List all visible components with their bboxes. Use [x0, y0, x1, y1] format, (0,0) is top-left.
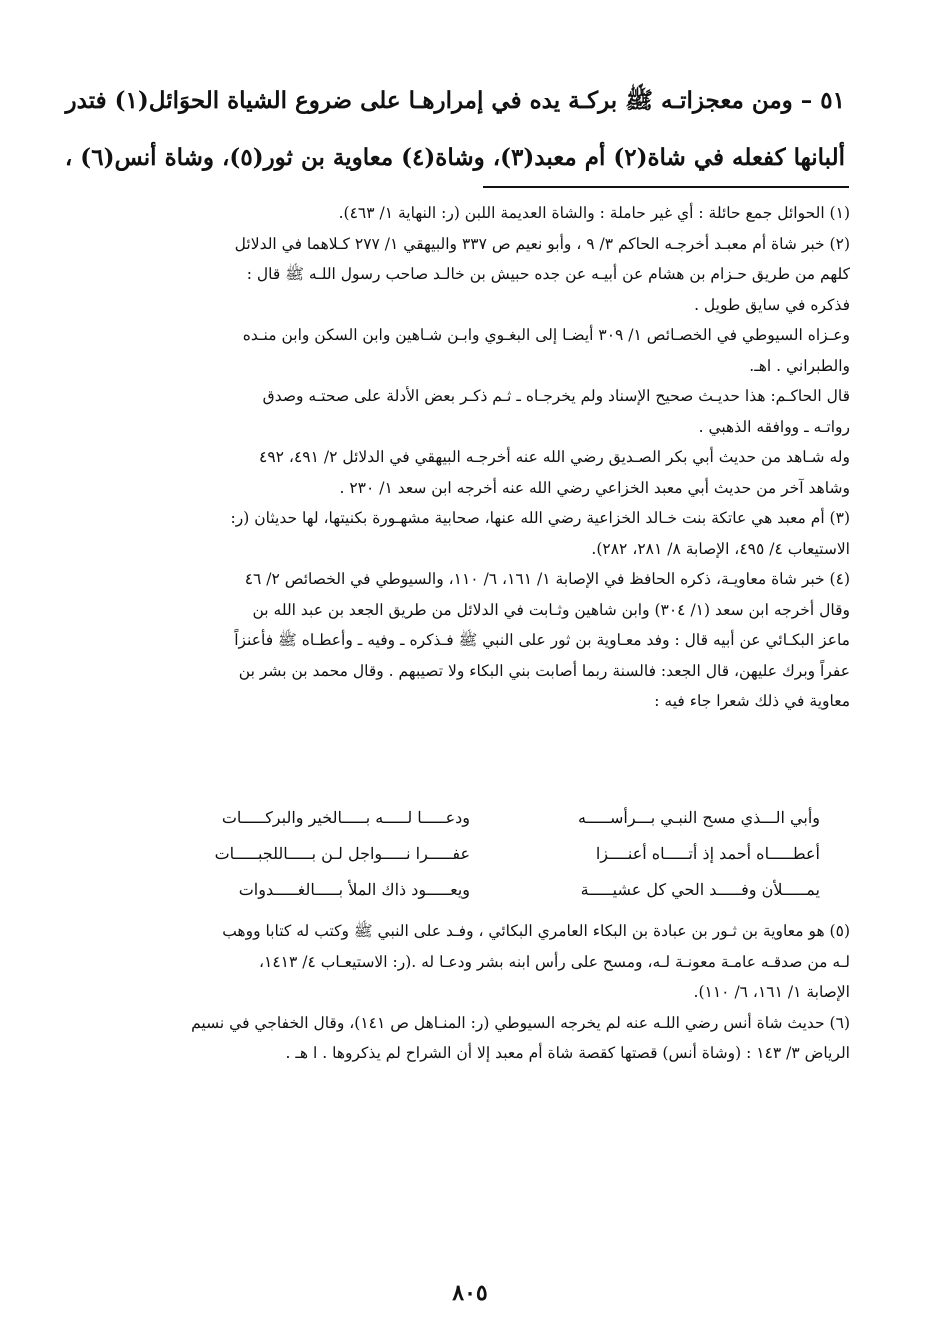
footnote-2-line: وله شـاهد من حديث أبي بكر الصـديق رضي الله عنه أخرجـه البيهقي في الدلائل ٢/ ٤٩١، ٤٩٢	[259, 448, 850, 466]
footnote-2-line: رواتـه ـ ووافقه الذهبي .	[698, 417, 850, 436]
footnote-4-line: عفراً وبرك عليهن، قال الجعد: فالسنة ربما أصابت بني البكاء ولا تصيبهم . وقال محمد بن بشر بن	[238, 661, 850, 680]
footnote-2-line: والطبراني . اهـ.	[749, 356, 850, 375]
footnote-2-line: وعـزاه السيوطي في الخصـائص ١/ ٣٠٩ أيضـا إلى البغـوي وابـن شـاهين وابن السكن وابن منـده	[242, 326, 850, 344]
poem-second-hemistich: ودعـــــا لـــــه بـــــالخير والبركـــــات	[221, 808, 470, 827]
poem-first-hemistich: وأبي الـــذي مسح النبـي بـــرأســـــه	[578, 808, 820, 827]
poem-block	[150, 800, 820, 908]
footnote-2-line: قال الحاكـم: هذا حديـث صحيح الإسناد ولم يخرجـاه ـ ثـم ذكـر بعض الأدلة على صحتـه وصدق	[262, 387, 850, 405]
footnote-4-line: ماعز البكـائي عن أبيه قال : وفد معـاوية بن ثور على النبي ﷺ فـذكره ـ وفيه ـ وأعطـاه ﷺ فأعنزاً	[234, 631, 850, 649]
poem-second-hemistich: عفـــــرا نـــــواجل لـن بـــــاللجبـــــات	[214, 844, 470, 863]
footnote-5-line: لـه من صدقـه عامـة معونـة لـه، ومسح على رأس ابنه بشر ودعـا له .(ر: الاستيعـاب ٤/ ١٤١٣،	[259, 952, 850, 971]
footnote-4-line: معاوية في ذلك شعرا جاء فيه :	[654, 692, 850, 710]
main-paragraph	[64, 72, 845, 186]
main-text-line: ألبانها كفعله في شاة(٢) أم معبد(٣)، وشاة(٤) معاوية بن ثور(٥)، وشاة أنس(٦) ،	[64, 144, 845, 171]
poem-first-hemistich: يمـــــلأن وفـــــد الحي كل عشيـــــة	[580, 880, 820, 899]
footnote-divider	[483, 186, 849, 188]
footnote-2-line: كلهم من طريق حـزام بن هشام عن أبيـه عن جده حبيش بن خالـد صاحب رسول اللـه ﷺ قال :	[246, 265, 850, 283]
footnote-2-line: (٢) خبر شاة أم معبـد أخرجـه الحاكم ٣/ ٩ ، وأبو نعيم ص ٣٣٧ والبيهقي ١/ ٢٧٧ كـلاهما في الدلائل	[234, 234, 850, 253]
footnote-5-line: (٥) هو معاوية بن ثـور بن عبادة بن البكاء العامري البكائي ، وفـد على النبي ﷺ وكتب له كتابا ووهب	[222, 922, 850, 940]
footnote-2-line: فذكره في سايق طويل .	[694, 295, 850, 314]
poem-verse	[150, 800, 820, 836]
footnote-3-line: (٣) أم معبد هي عاتكة بنت خـالد الخزاعية رضي الله عنها، صحابية مشهـورة بكنيتها، لها حديثان (ر:	[230, 509, 850, 527]
footnote-6-line: (٦) حديث شاة أنس رضي اللـه عنه لم يخرجه السيوطي (ر: المنـاهل ص ١٤١)، وقال الخفاجي في نسيم	[191, 1013, 850, 1032]
footnote-3-line: الاستيعاب ٤/ ٤٩٥، الإصابة ٨/ ٢٨١، ٢٨٢).	[591, 539, 850, 558]
footnote-1-line: (١) الحوائل جمع حائلة : أي غير حاملة : والشاة العديمة اللبن (ر: النهاية ١/ ٤٦٣).	[338, 204, 850, 222]
footnotes-section	[110, 198, 850, 717]
footnotes-section-continued	[110, 916, 850, 1069]
page-number: ٨٠٥	[452, 1280, 488, 1306]
footnote-6-line: الرياض ٣/ ١٤٣ : (وشاة أنس) قصتها كقصة شاة أم معبد إلا أن الشراح لم يذكروها . ا هـ .	[285, 1044, 850, 1062]
footnote-5-line: الإصابة ١/ ١٦١، ٦/ ١١٠).	[693, 983, 850, 1001]
main-text-line: ٥١ – ومن معجزاتـه ﷺ بركـة يده في إمرارهـا على ضروع الشياة الحوَائل(١) فتدر	[65, 87, 845, 114]
poem-verse	[150, 872, 820, 908]
footnote-4-line: (٤) خبر شاة معاويـة، ذكره الحافظ في الإصابة ١/ ١٦١، ٦/ ١١٠، والسيوطي في الخصائص ٢/ ٤٦	[244, 570, 850, 588]
poem-second-hemistich: ويعـــــود ذاك الملأ بـــــالغـــــدوات	[238, 880, 470, 899]
footnote-2-line: وشاهد آخر من حديث أبي معبد الخزاعي رضي الله عنه أخرجه ابن سعد ١/ ٢٣٠ .	[339, 478, 850, 497]
poem-verse	[150, 836, 820, 872]
poem-first-hemistich: أعطـــــاه أحمد إذ أتـــــاه أعنــــزا	[595, 844, 820, 863]
footnote-4-line: وقال أخرجه ابن سعد (١/ ٣٠٤) وابن شاهين وثـابت في الدلائل من طريق الجعد بن عبد الله بن	[252, 600, 850, 619]
